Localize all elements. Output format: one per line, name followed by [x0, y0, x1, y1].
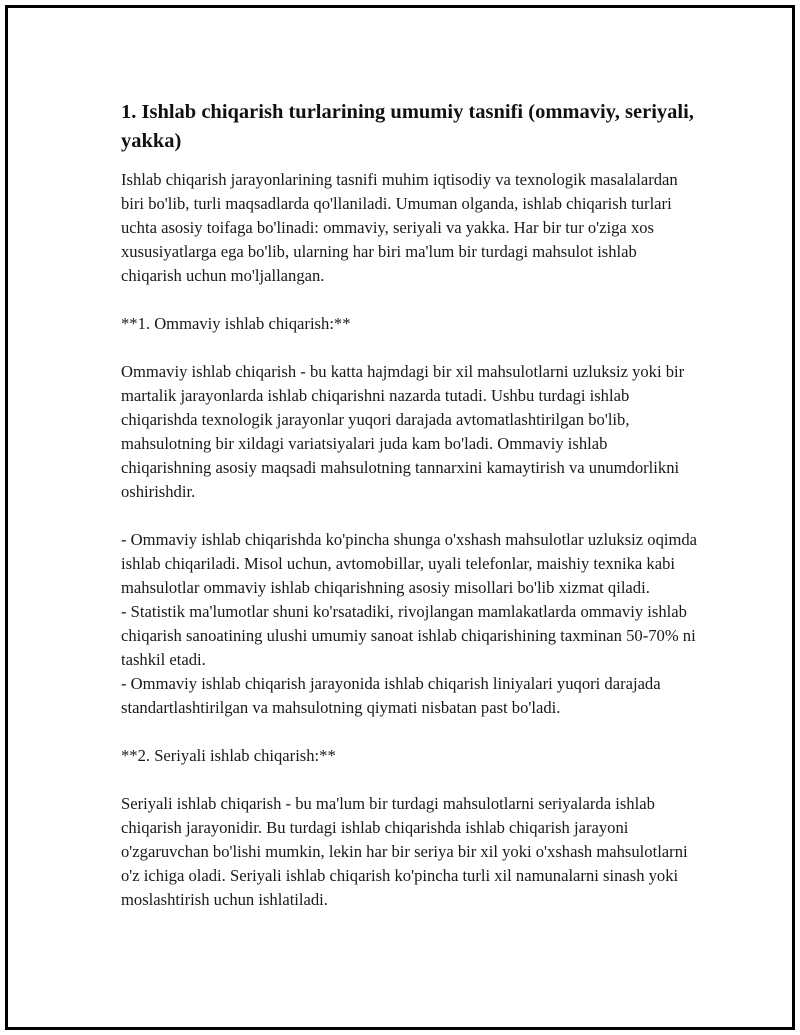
document-content	[121, 98, 701, 912]
document-title: 1. Ishlab chiqarish turlarining umumiy tasnifi (ommaviy, seriyali, yakka)	[121, 101, 694, 152]
section2-paragraph: Seriyali ishlab chiqarish - bu ma'lum bir turdagi mahsulotlarni seriyalarda ishlab chiqarish jarayonidir. Bu turdagi ishlab chiqarishda ishlab chiqarish jarayoni o'zgaruvchan bo'lishi mumkin, lekin har bir seriya bir xil yoki o'xshash mahsulotlarni o'z ichiga oladi. Seriyali ishlab chiqarish ko'pincha turli xil namunalarni sinash yoki moslashtirish uchun ishlatiladi.	[121, 794, 688, 909]
section1-paragraph: Ommaviy ishlab chiqarish - bu katta hajmdagi bir xil mahsulotlarni uzluksiz yoki bir martalik jarayonlarda ishlab chiqarishni nazarda tutadi. Ushbu turdagi ishlab chiqarishda texnologik jarayonlar yuqori darajada avtomatlashtirilgan bo'lib, mahsulotning bir xildagi variatsiyalari juda kam bo'ladi. Ommaviy ishlab chiqarishning asosiy maqsadi mahsulotning tannarxini kamaytirish va unumdorlikni oshirishdir.	[121, 362, 685, 501]
section2-heading: **2. Seriyali ishlab chiqarish:**	[121, 746, 336, 765]
bullet-item: - Statistik ma'lumotlar shuni ko'rsatadiki, rivojlangan mamlakatlarda ommaviy ishlab chiqarish sanoatining ulushi umumiy sanoat ishlab chiqarishining taxminan 50-70% ni tashkil etadi.	[121, 602, 696, 669]
spacer	[121, 768, 701, 792]
section1-heading: **1. Ommaviy ishlab chiqarish:**	[121, 314, 351, 333]
intro-paragraph: Ishlab chiqarish jarayonlarining tasnifi muhim iqtisodiy va texnologik masalalardan biri bo'lib, turli maqsadlarda qo'llaniladi. Umuman olganda, ishlab chiqarish turlari uchta asosiy toifaga bo'linadi: ommaviy, seriyali va yakka. Har bir tur o'ziga xos xususiyatlarga ega bo'lib, ularning har biri ma'lum bir turdagi mahsulot ishlab chiqarish uchun mo'ljallangan.	[121, 170, 678, 285]
spacer	[121, 336, 701, 360]
document-page	[5, 5, 795, 1030]
spacer	[121, 720, 701, 744]
spacer	[121, 504, 701, 528]
bullet-item: - Ommaviy ishlab chiqarish jarayonida ishlab chiqarish liniyalari yuqori darajada standartlashtirilgan va mahsulotning qiymati nisbatan past bo'ladi.	[121, 674, 661, 717]
bullet-item: - Ommaviy ishlab chiqarishda ko'pincha shunga o'xshash mahsulotlar uzluksiz oqimda ishlab chiqariladi. Misol uchun, avtomobillar, uyali telefonlar, maishiy texnika kabi mahsulotlar ommaviy ishlab chiqarishning asosiy misollari bo'lib xizmat qiladi.	[121, 530, 698, 597]
spacer	[121, 288, 701, 312]
